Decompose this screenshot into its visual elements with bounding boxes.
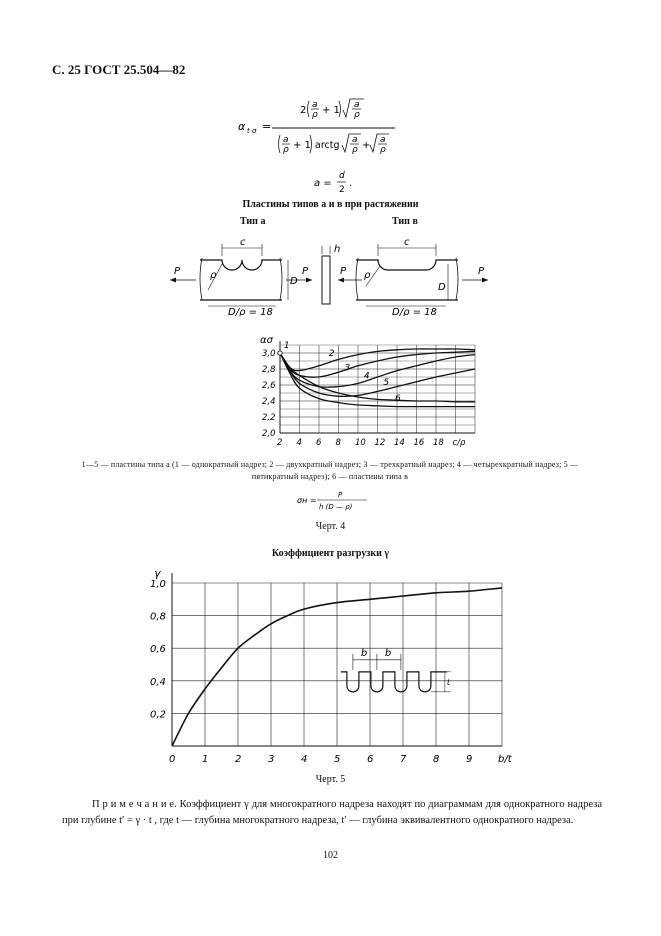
- y-tick-label: 0,2: [150, 709, 166, 721]
- x-tick-label: 10: [355, 438, 366, 448]
- series-label-4: 4: [363, 371, 370, 382]
- y-axis-label: ασ: [260, 335, 273, 346]
- notch-profile: [341, 672, 447, 692]
- x-tick-label: 9: [466, 754, 473, 765]
- force-left-b: P: [340, 266, 347, 277]
- inset-t: t: [446, 677, 451, 687]
- multi-notch-inset: [341, 648, 451, 692]
- x-tick-label: 6: [367, 754, 374, 765]
- x-tick-label: 0: [169, 754, 176, 765]
- series-label-2: 2: [328, 349, 335, 360]
- series-label-3: 3: [344, 363, 351, 374]
- x-tick-label: 12: [374, 438, 386, 448]
- force-right-a: P: [302, 266, 309, 277]
- formula-equals: =: [262, 120, 272, 133]
- formula2-num: d: [339, 171, 345, 181]
- x-tick-label: 4: [296, 438, 302, 448]
- y-tick-label: 2,6: [262, 381, 276, 391]
- formula-lhs-sub: t σ: [247, 127, 257, 135]
- ratio-a: D/ρ = 18: [228, 307, 273, 316]
- x-tick-label: 6: [316, 438, 322, 448]
- y-tick-label: 2,0: [262, 429, 276, 439]
- chart4-legend: 1—5 — пластины типа а (1 — однократный надрез; 2 — двухкратный надрез; 3 — трехкратный надрез; 4 — четырехкратный надрез; 5 — пятикратный надрез); 6 — пластины типа в: [81, 460, 579, 481]
- type-b-label: Тип в: [392, 216, 418, 227]
- page-header: С. 25 ГОСТ 25.504—82: [52, 62, 186, 77]
- x-tick-label: c/ρ: [452, 438, 466, 448]
- formula-den-arctg: arctg: [315, 140, 340, 151]
- formula2-lhs: a =: [314, 178, 332, 189]
- note-paragraph: [62, 797, 602, 829]
- y-tick-label: 2,2: [262, 413, 276, 423]
- rho-b: ρ: [364, 270, 371, 281]
- page-number: 102: [323, 850, 338, 861]
- formula-a: [310, 168, 370, 200]
- formula-den-sqrt-rho: ρ: [352, 145, 358, 155]
- x-tick-label: 5: [334, 754, 341, 765]
- dim-D-b: D: [438, 282, 446, 293]
- x-tick-label: 14: [394, 438, 405, 448]
- type-a-label: Тип а: [240, 216, 266, 227]
- formula2-tail: .: [349, 178, 353, 189]
- rho-a: ρ: [210, 270, 217, 281]
- formula3-lhs: σн =: [297, 496, 317, 505]
- formula3-num: P: [338, 491, 343, 499]
- formula-den-sqrt-a: a: [352, 135, 358, 145]
- formula-num-sqrt-rho: ρ: [354, 110, 360, 120]
- formula-num-plus-one: + 1: [322, 105, 340, 116]
- caption-5: Черт. 5: [315, 774, 346, 785]
- formula-num-sqrt-a: a: [354, 100, 360, 110]
- y-tick-label: 0,8: [150, 611, 166, 623]
- inset-b-1: b: [360, 647, 368, 659]
- formula-lhs: α: [238, 120, 246, 133]
- formula-alpha: [230, 95, 410, 165]
- x-tick-label: 3: [268, 754, 275, 765]
- formula-den-rho: ρ: [283, 145, 289, 155]
- formula-den-plus: +: [362, 140, 371, 151]
- formula-num-a: a: [312, 100, 318, 110]
- x-tick-label: 4: [301, 754, 308, 765]
- dim-c-a: c: [240, 237, 246, 248]
- note-lead: П р и м е ч а н и е.: [92, 799, 177, 810]
- x-tick-label: 8: [433, 754, 440, 765]
- y-tick-label: 3,0: [262, 349, 276, 359]
- formula-den-sqrt2-rho: ρ: [380, 145, 386, 155]
- formula-den-a: a: [283, 135, 289, 145]
- x-tick-label: 1: [202, 754, 209, 765]
- y-tick-label: 2,4: [262, 397, 276, 407]
- y-tick-label: 0,4: [150, 676, 166, 688]
- note-text: Коэффициент γ для многократного надреза находят по диаграммам для однократного надреза при глубине t′ = γ · t , где t — глубина многократного надреза, t′ — глубина эквивалентного однократного надреза.: [62, 799, 602, 826]
- series-label-5: 5: [383, 378, 390, 388]
- ratio-b: D/ρ = 18: [392, 307, 437, 316]
- dim-D-a: D: [290, 276, 298, 287]
- formula3-den: h (D — ρ): [319, 503, 353, 511]
- y-axis-label: γ: [154, 567, 161, 580]
- x-tick-label: 2: [235, 754, 242, 765]
- plates-title: Пластины типов а и в при растяжении: [242, 199, 419, 210]
- series-label-1: 1: [283, 341, 290, 352]
- x-tick-label: 7: [400, 754, 407, 765]
- formula-den-sqrt2-a: a: [380, 135, 386, 145]
- formula2-den: 2: [339, 185, 345, 195]
- y-tick-label: 0,6: [150, 644, 166, 656]
- series-label-6: 6: [395, 394, 401, 404]
- plate-type-a: [170, 237, 312, 316]
- dim-c-b: c: [404, 237, 410, 248]
- plate-sketches: [170, 228, 500, 316]
- x-tick-label: 8: [335, 438, 341, 448]
- formula-num-rho: ρ: [312, 110, 318, 120]
- plate-type-b: [338, 237, 488, 316]
- dim-h: h: [334, 244, 341, 255]
- y-tick-label: 1,0: [150, 579, 166, 590]
- x-tick-label: 18: [433, 438, 444, 448]
- chart-gamma: [140, 563, 520, 768]
- chart-alpha-sigma: [250, 330, 490, 455]
- force-left-a: P: [174, 266, 181, 277]
- caption-4: Черт. 4: [315, 521, 346, 532]
- y-tick-label: 2,8: [262, 365, 276, 375]
- x-tick-label: 16: [413, 438, 425, 448]
- force-right-b: P: [478, 266, 485, 277]
- formula-num-coef: 2: [300, 105, 307, 116]
- formula-den-plus-one: + 1: [293, 140, 311, 151]
- chart5-title: Коэффициент разгрузки γ: [271, 548, 390, 559]
- formula-sigma-n: [295, 487, 375, 515]
- x-tick-label: 2: [277, 438, 283, 448]
- plate-side-view: [322, 244, 340, 304]
- inset-b-2: b: [384, 647, 392, 659]
- start-point: [278, 351, 282, 355]
- x-tick-label: b/t: [498, 754, 512, 765]
